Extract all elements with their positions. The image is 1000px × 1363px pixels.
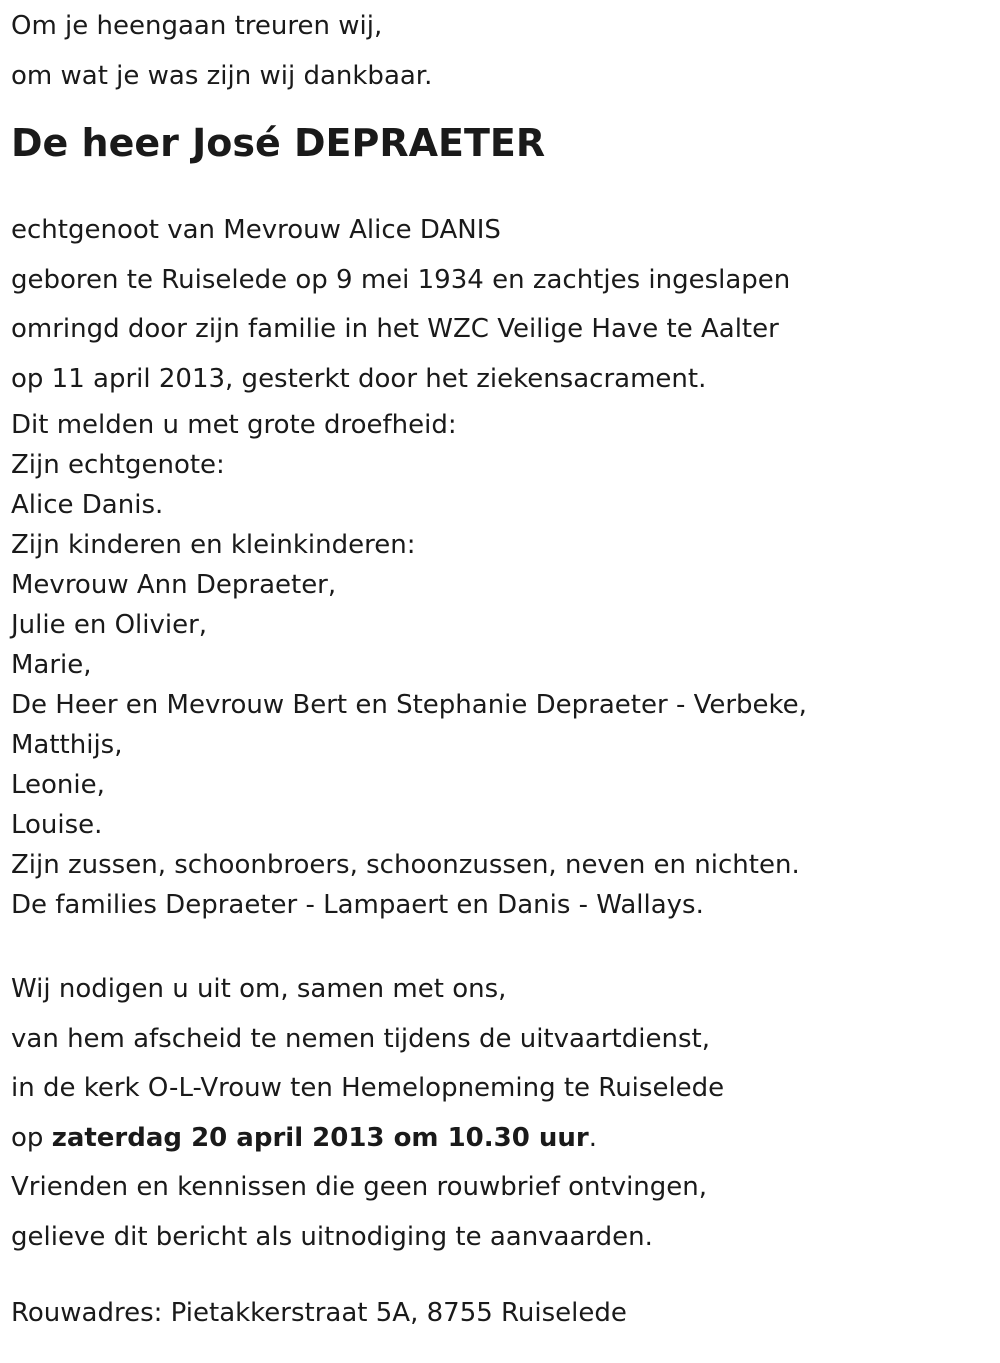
invite-line: van hem afscheid te nemen tijdens de uitvaartdienst, [11, 1023, 710, 1054]
service-date-suffix: . [588, 1122, 597, 1153]
invite-line: Wij nodigen u uit om, samen met ons, [11, 974, 507, 1004]
family-line: Zijn echtgenote: [11, 450, 225, 480]
opening-verse [11, 1, 986, 101]
service-date: zaterdag 20 april 2013 om 10.30 uur [51, 1122, 589, 1153]
family-line: Alice Danis. [11, 490, 164, 520]
invite-line: gelieve dit bericht als uitnodiging te aanvaarden. [11, 1221, 653, 1252]
verse-line: om wat je was zijn wij dankbaar. [11, 61, 433, 91]
family-line: Julie en Olivier, [11, 610, 208, 640]
family-line: Zijn kinderen en kleinkinderen: [11, 530, 416, 560]
bio-line: omringd door zijn familie in het WZC Veilige Have te Aalter [11, 314, 779, 344]
family-line: Mevrouw Ann Depraeter, [11, 570, 337, 600]
bio-line: op 11 april 2013, gesterkt door het ziekensacrament. [11, 363, 707, 394]
bio-line: echtgenoot van Mevrouw Alice DANIS [11, 215, 501, 245]
funeral-invitation [11, 965, 986, 1262]
address-line: Rouwadres: Pietakkerstraat 5A, 8755 Ruiselede [11, 1298, 627, 1328]
family-line: Louise. [11, 810, 103, 840]
service-date-prefix: op [11, 1122, 52, 1153]
bio-line: geboren te Ruiselede op 9 mei 1934 en zachtjes ingeslapen [11, 264, 791, 295]
obituary-document [11, 0, 986, 1333]
family-line: De Heer en Mevrouw Bert en Stephanie Depraeter - Verbeke, [11, 690, 807, 720]
deceased-name-title: De heer José DEPRAETER [11, 121, 546, 165]
biography [11, 206, 986, 404]
family-line: Zijn zussen, schoonbroers, schoonzussen, neven en nichten. [11, 850, 800, 880]
family-line: Dit melden u met grote droefheid: [11, 410, 457, 440]
family-line: De families Depraeter - Lampaert en Danis - Wallays. [11, 890, 704, 920]
family-line: Matthijs, [11, 730, 123, 760]
service-date-line [11, 1114, 986, 1164]
family-line: Leonie, [11, 770, 105, 800]
family-list [11, 405, 986, 925]
family-line: Marie, [11, 650, 92, 680]
verse-line: Om je heengaan treuren wij, [11, 11, 383, 41]
invite-line: Vrienden en kennissen die geen rouwbrief ontvingen, [11, 1172, 708, 1202]
mourning-address [11, 1293, 986, 1333]
invite-line: in de kerk O-L-Vrouw ten Hemelopneming te Ruiselede [11, 1073, 725, 1103]
